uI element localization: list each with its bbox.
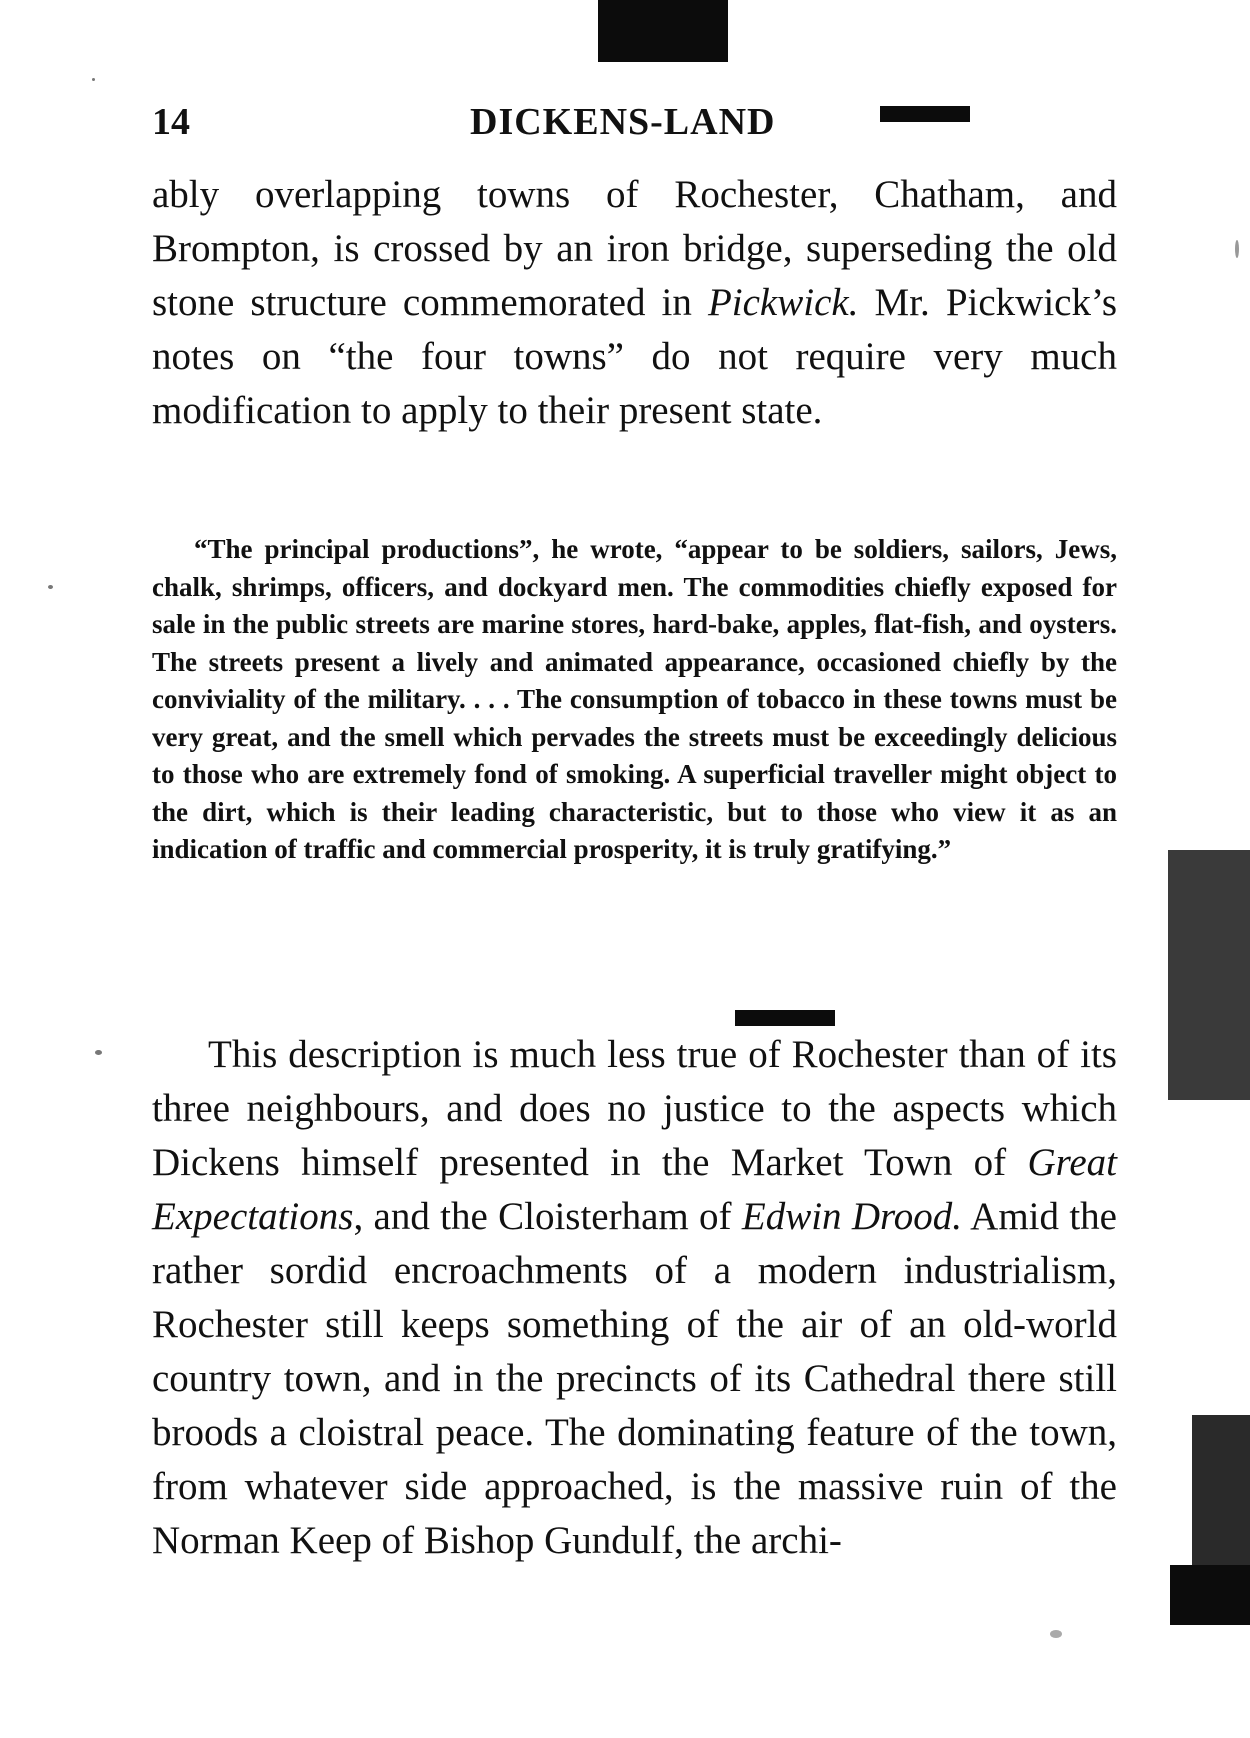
block-quote: [152, 531, 1117, 869]
paragraph-2-text: [152, 1028, 1117, 1568]
scan-speck: [92, 78, 95, 81]
scan-speck: [1235, 240, 1239, 258]
paragraph-2: [152, 1028, 1117, 1568]
italic-title: Edwin Drood.: [741, 1195, 963, 1238]
scan-speck: [48, 585, 53, 589]
text-run: ably overlapping towns of Rochester, Chatham, and Brompton, is crossed by an iron bridge, superseding the old stone structure commemorated in: [152, 173, 1117, 324]
scan-speck: [1050, 1630, 1062, 1638]
text-run: Mr. Pickwick’s notes on “the four towns” do not require very much modification to apply to their present state.: [152, 281, 1118, 432]
scan-blot-right-1: [1168, 850, 1250, 1100]
italic-title: Pickwick.: [707, 281, 859, 324]
running-header: [152, 100, 1117, 150]
paragraph-1: [152, 168, 1117, 438]
text-run: Amid the rather sordid encroachments of a modern industrialism, Rochester still keeps something of the air of an old-world country town, and in the precincts of its Cathedral there still broods a cloistral peace. The dominating feature of the town, from whatever side approached, is the massive ruin of the Norman Keep of Bishop Gundulf, the archi-: [152, 1195, 1117, 1562]
page-number: 14: [152, 101, 190, 143]
text-run: , and the Cloisterham of: [353, 1195, 742, 1238]
scan-blot-top: [598, 0, 728, 62]
scan-blot-middle: [735, 1010, 835, 1026]
italic-title: Great Expectations: [152, 1141, 1117, 1238]
block-quote-text: “The principal productions”, he wrote, “appear to be soldiers, sailors, Jews, chalk, shrimps, officers, and dockyard men. The commodities chiefly exposed for sale in the public streets are marine stores, hard-bake, apples, flat-fish, and oysters. The streets present a lively and animated appearance, occasioned chiefly by the conviviality of the military. . . . The consumption of tobacco in these towns must be very great, and the smell which pervades the streets must be exceedingly delicious to those who are extremely fond of smoking. A superficial traveller might object to the dirt, which is their leading characteristic, but to those who view it as an indication of traffic and commercial prosperity, it is truly gratifying.”: [152, 534, 1117, 864]
scan-blot-right-2: [1192, 1415, 1250, 1565]
running-head-title: DICKENS-LAND: [470, 101, 776, 143]
scan-speck: [95, 1050, 102, 1055]
scan-blot-right-3: [1170, 1565, 1250, 1625]
paragraph-1-text: [152, 168, 1117, 438]
text-run: This description is much less true of Rochester than of its three neighbours, and does no justice to the aspects which Dickens himself presented in the Market Town of: [152, 1033, 1117, 1184]
